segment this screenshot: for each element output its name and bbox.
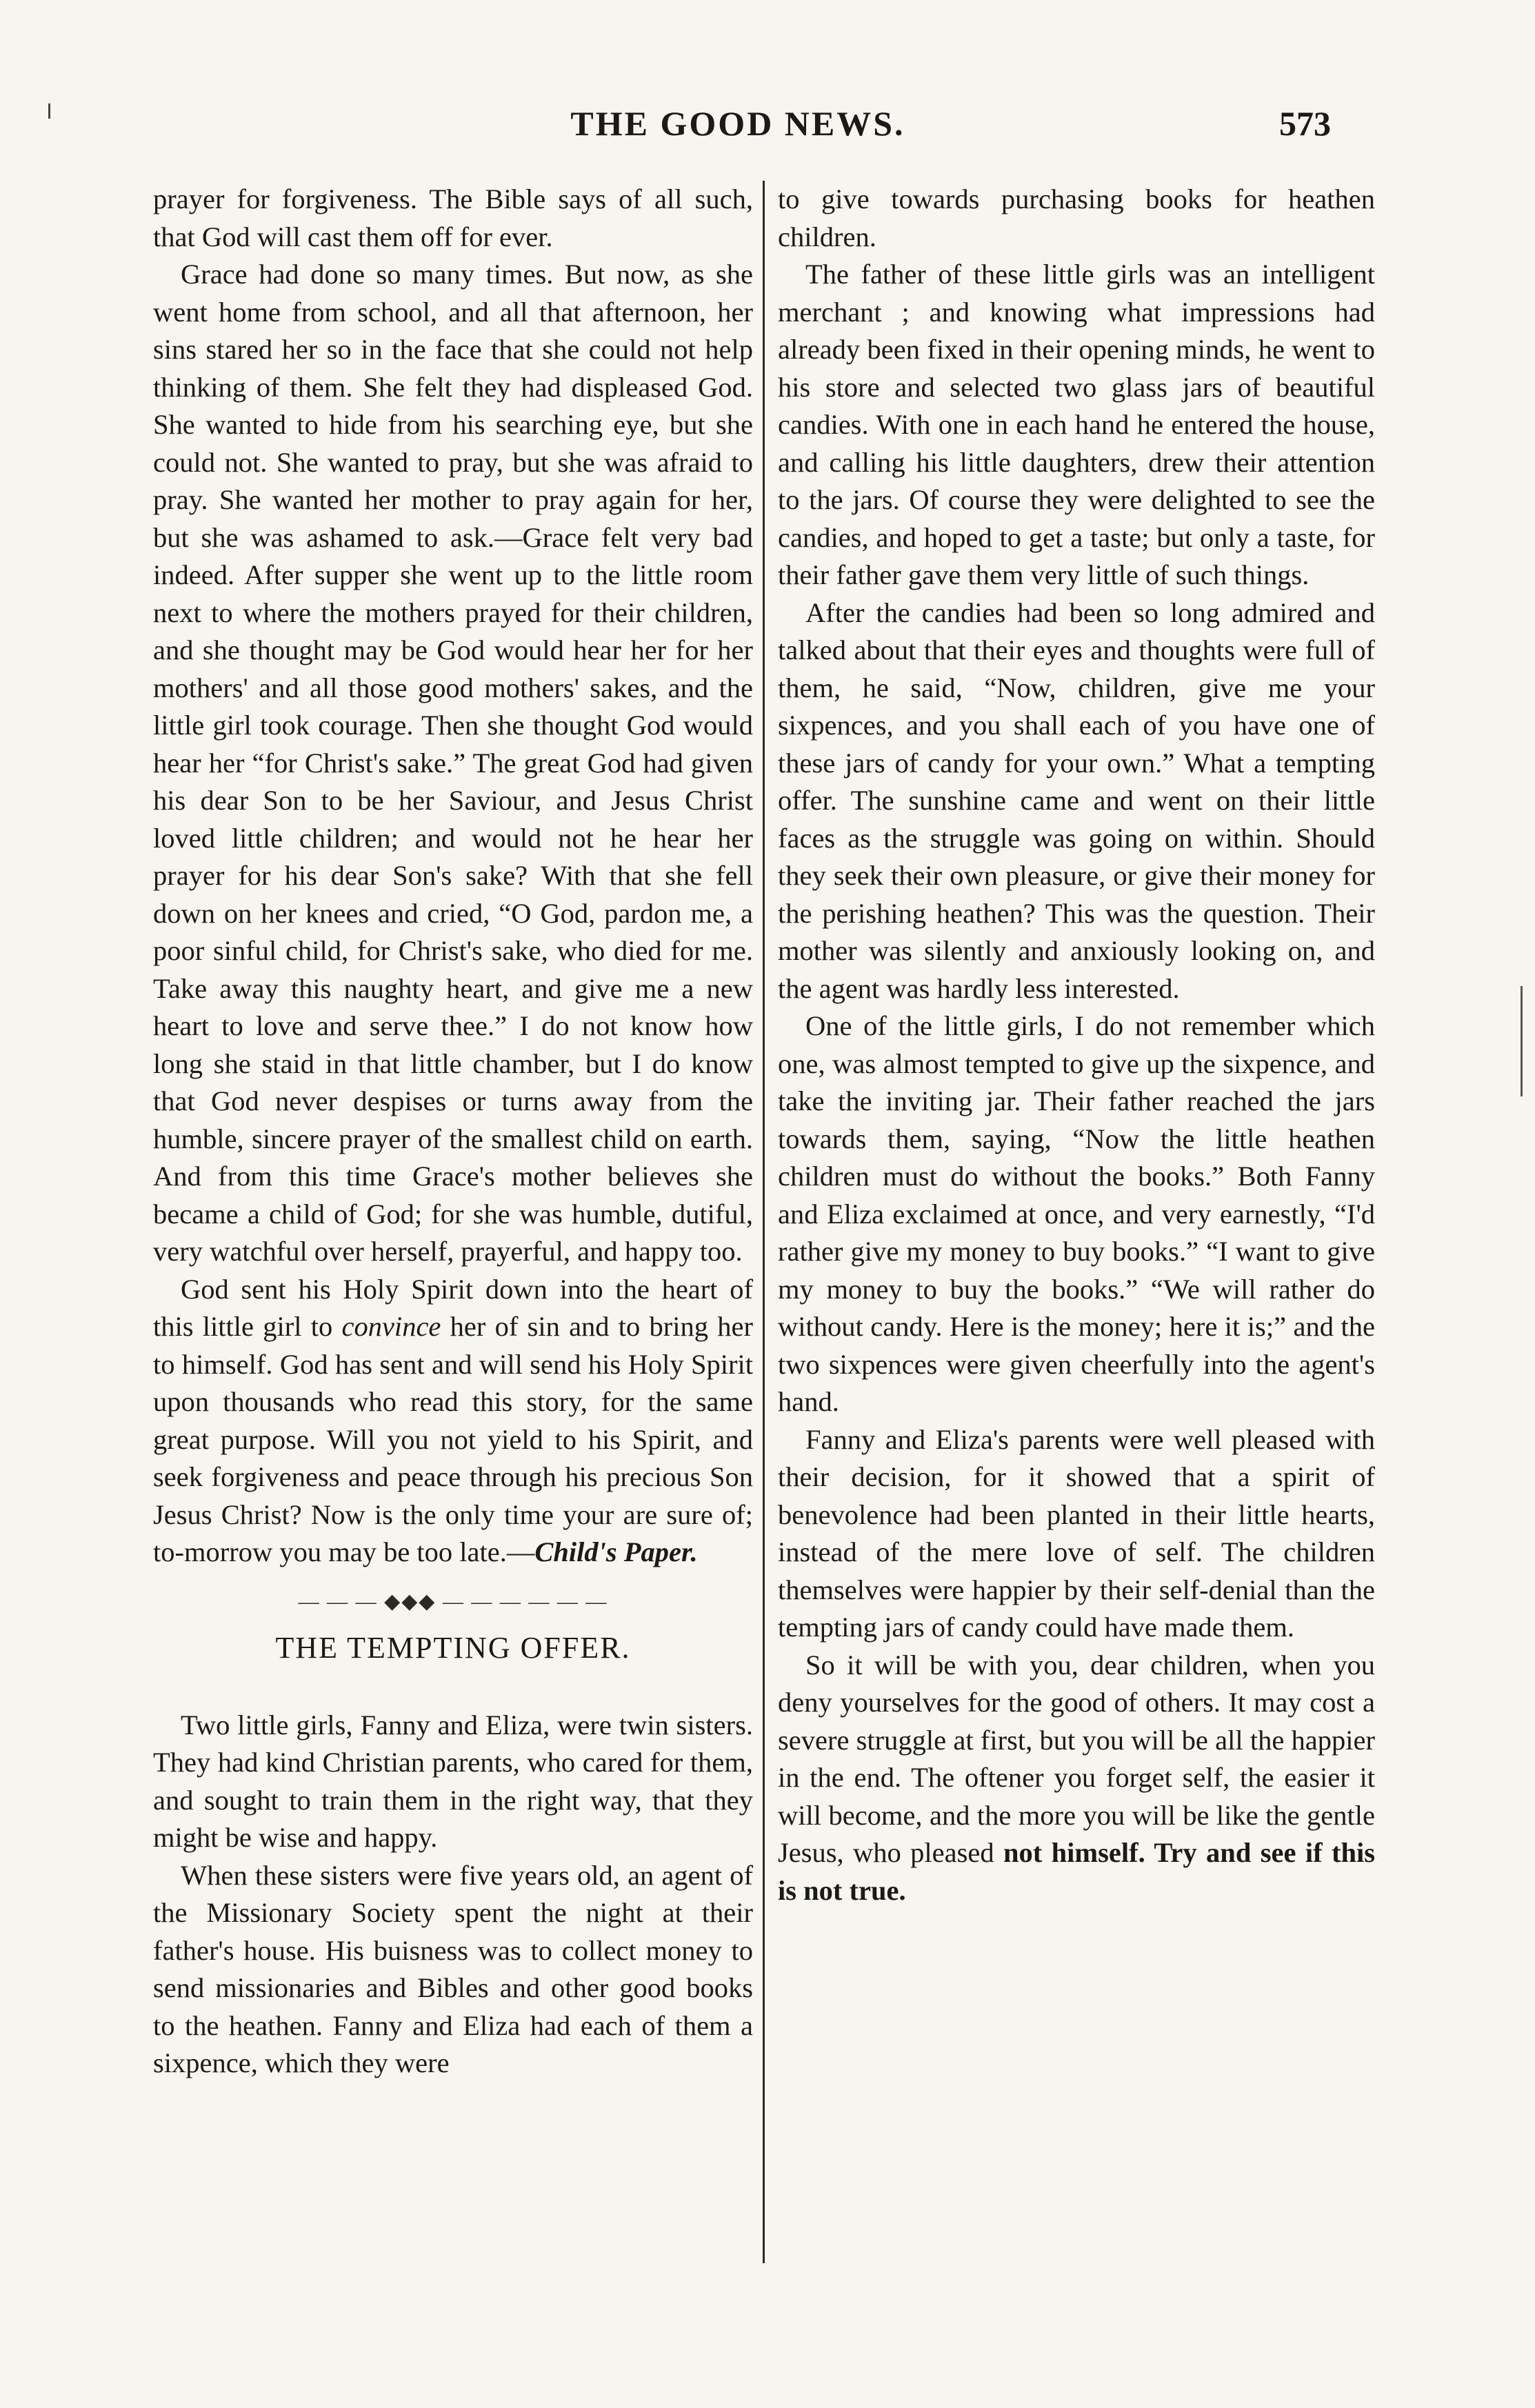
paragraph-text: So it will be with you, dear children, when you deny yourselves for the good of others. It may cost a severe struggle at first, but you will be all the happier in the end. The oftener you forget self, the easier it will become, and the more you will be like the gentle Jesus, who pleased <box>778 1649 1375 1868</box>
paragraph <box>153 1271 753 1572</box>
paragraph: After the candies had been so long admired and talked about that their eyes and thoughts were full of them, he said, “Now, children, give me your sixpences, and you shall each of you have one of these jars of candy for your own.” What a tempting offer. The sunshine came and went on their little faces as the struggle was going on within. Should they seek their own pleasure, or give their money for the perishing heathen? This was the question. Their mother was silently and anxiously looking on, and the agent was hardly less interested. <box>778 596 1375 1004</box>
paragraph <box>778 1647 1375 1910</box>
margin-mark <box>1521 986 1523 1096</box>
right-column <box>778 181 1375 1909</box>
paragraph: One of the little girls, I do not remember which one, was almost tempted to give up the sixpence, and take the inviting jar. Their father reached the jars towards them, saying, “Now the little heathen children must do without the books.” Both Fanny and Eliza exclaimed at once, and very earnestly, “I'd rather give my money to buy books.” “I want to give my money to buy the books.” “We will rather do without candy. Here is the money; here it is;” and the two sixpences were given cheerfully into the agent's hand. <box>778 1010 1375 1417</box>
column-rule <box>763 181 765 2263</box>
paragraph-text: God sent his Holy Spirit down into the heart of this little girl to <box>153 1273 753 1342</box>
paragraph: When these sisters were five years old, an agent of the Missionary Society spent the night at their father's house. His buisness was to collect money to send missionaries and Bibles and other good books to the heathen. Fanny and Eliza had each of them a sixpence, which they were <box>153 1859 753 2078</box>
periodical-title: THE GOOD NEWS. <box>570 104 905 143</box>
section-ornament: — — — ◆◆◆ — — — — — — <box>298 1589 608 1613</box>
emphasis: convince <box>341 1311 441 1342</box>
paragraph-text: her of sin and to bring her to himself. God has sent and will send his Holy Spirit upon thousands who read this story, for the same great purpose. Will you not yield to his Spirit, and seek forgiveness and peace through his precious Son Jesus Christ? Now is the only time your are sure of; to-morrow you may be too late.— <box>153 1311 753 1567</box>
paragraph: Grace had done so many times. But now, as she went home from school, and all that afternoon, her sins stared her so in the face that she could not help thinking of them. She felt they had displeased God. She wanted to hide from his searching eye, but she could not. She wanted to pray, but she was afraid to pray. She wanted her mother to pray again for her, but she was ashamed to ask.—Grace felt very bad indeed. After supper she went up to the little room next to where the mothers prayed for their children, and she thought may be God would hear her for her mothers' and all those good mothers' sakes, and the little girl took courage. Then she thought God would hear her “for Christ's sake.” The great God had given his dear Son to be her Saviour, and Jesus Christ loved little children; and would not he hear her prayer for his dear Son's sake? With that she fell down on her knees and cried, “O God, pardon me, a poor sinful child, for Christ's sake, who died for me. Take away this naughty heart, and give me a new heart to love and serve thee.” I do not know how long she staid in that little chamber, but I do know that God never despises or turns away from the humble, sincere prayer of the smallest child on earth. And from this time Grace's mother believes she became a child of God; for she was humble, dutiful, very watchful over herself, prayerful, and happy too. <box>153 259 753 1267</box>
paragraph: to give towards purchasing books for heathen children. <box>778 183 1375 252</box>
source-byline: Child's Paper. <box>534 1536 698 1567</box>
closing-text: not himself. Try and see if this is not true. <box>778 1837 1375 1906</box>
page-number: 573 <box>1279 104 1331 143</box>
article-title: THE TEMPTING OFFER. <box>275 1630 631 1665</box>
paragraph: Two little girls, Fanny and Eliza, were twin sisters. They had kind Christian parents, who cared for them, and sought to train them in the right way, that they might be wise and happy. <box>153 1709 753 1853</box>
page-header <box>0 103 1535 159</box>
paragraph: prayer for forgiveness. The Bible says of all such, that God will cast them off for ever. <box>153 183 753 252</box>
paragraph: Fanny and Eliza's parents were well pleased with their decision, for it showed that a spirit of benevolence had been planted in their little hearts, instead of the mere love of self. The children themselves were happier by their self-denial than the tempting jars of candy could have made them. <box>778 1423 1375 1643</box>
left-column <box>153 181 753 2083</box>
paragraph: The father of these little girls was an intelligent merchant ; and knowing what impressions had already been fixed in their opening minds, he went to his store and selected two glass jars of beautiful candies. With one in each hand he entered the house, and calling his little daughters, drew their attention to the jars. Of course they were delighted to see the candies, and hoped to get a taste; but only a taste, for their father gave them very little of such things. <box>778 259 1375 590</box>
